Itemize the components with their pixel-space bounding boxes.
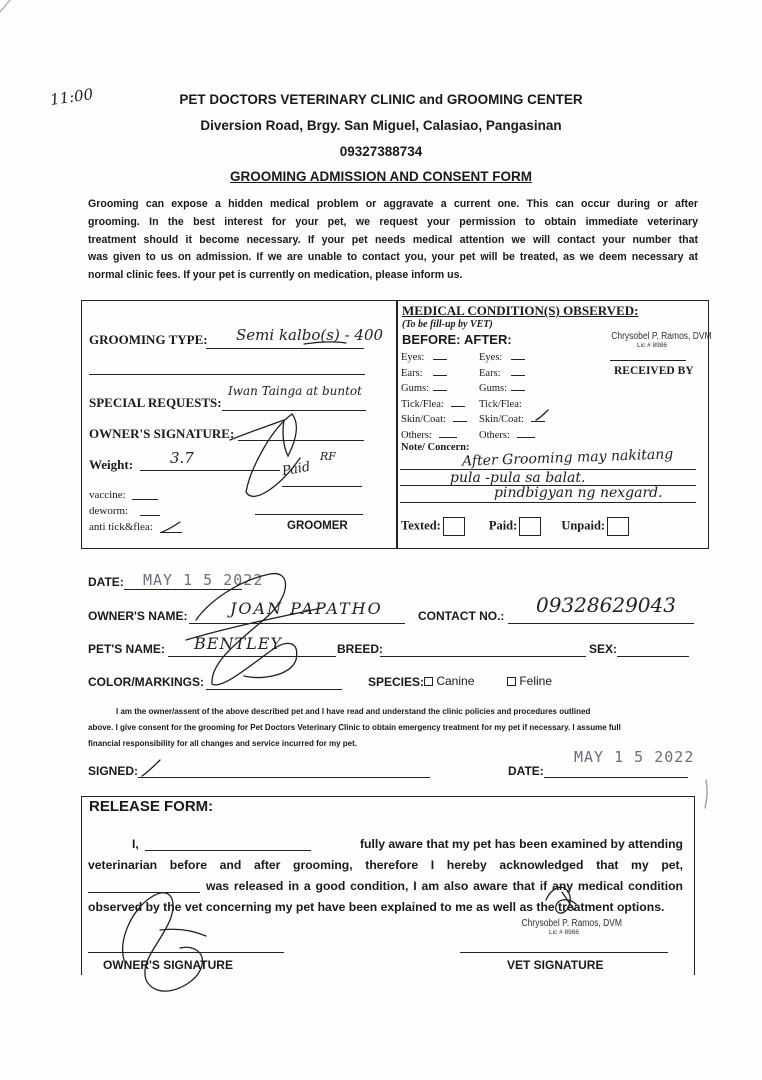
before-item: Ears: <box>401 367 423 379</box>
owner-name-value[interactable]: JOAN PAPATHO <box>230 599 383 618</box>
breed-label: BREED: <box>337 642 384 656</box>
consent-paragraph <box>88 704 694 752</box>
paid-initials: RF <box>320 450 336 463</box>
release-vet-stamp-name: Chrysobel P. Ramos, DVM <box>521 918 622 929</box>
vet-stamp-lic: Lic # 8986 <box>637 342 667 349</box>
release-line1-end: fully aware that my pet has been examined by attending <box>359 837 683 851</box>
received-by-label: RECEIVED BY <box>614 365 694 377</box>
clinic-address: Diversion Road, Brgy. San Miguel, Calasiao, Pangasinan <box>200 118 562 133</box>
medical-title: MEDICAL CONDITION(S) OBSERVED: <box>402 303 639 318</box>
before-item: Eyes: <box>401 352 425 363</box>
special-requests-label: SPECIAL REQUESTS: <box>89 395 222 410</box>
grooming-type-value[interactable]: Semi kalbo(s) - 400 <box>236 326 384 344</box>
owner-name-label: OWNER'S NAME: <box>88 609 188 623</box>
weight-value[interactable]: 3.7 <box>170 449 194 467</box>
date-label: DATE: <box>88 575 124 589</box>
exam-row <box>401 412 545 428</box>
note-line[interactable]: pula -pula sa balat. <box>450 470 586 486</box>
date-stamp: MAY 1 5 2022 <box>143 571 264 589</box>
contact-value[interactable]: 09328629043 <box>536 593 676 617</box>
release-vet-stamp-lic: Lic # 8986 <box>549 929 579 936</box>
feline-option[interactable] <box>507 674 552 688</box>
signed-label: SIGNED: <box>88 764 139 778</box>
color-label: COLOR/MARKINGS: <box>88 675 204 689</box>
clinic-phone: 09327388734 <box>339 144 423 159</box>
release-text <box>88 834 683 918</box>
before-item: Others: <box>401 429 432 441</box>
release-line <box>88 834 683 855</box>
intro-line: grooming. In the best interest for your pet, we request your permission to obtain immediate veterinary <box>88 215 698 228</box>
intro-line: treatment should it become necessary. If your pet needs medical attention we will contact your number that <box>88 233 698 246</box>
vet-stamp-top <box>604 331 712 349</box>
exam-row <box>401 397 545 413</box>
intro-paragraph <box>88 196 698 285</box>
fold-mark <box>705 780 707 808</box>
contact-label: CONTACT NO.: <box>418 609 505 623</box>
vaccine-label: vaccine: <box>89 489 126 501</box>
release-vet-signature-label: VET SIGNATURE <box>507 958 604 972</box>
groomer-label: GROOMER <box>287 520 348 532</box>
texted-checkbox[interactable] <box>443 517 465 536</box>
after-item: Ears: <box>479 367 501 379</box>
before-item: Skin/Coat: <box>401 414 446 426</box>
unpaid-label: Unpaid: <box>561 518 606 533</box>
release-title: RELEASE FORM: <box>89 798 214 815</box>
deworm-label: deworm: <box>89 505 129 517</box>
sex-label: SEX: <box>589 642 618 656</box>
canine-checkbox[interactable] <box>424 677 433 686</box>
before-label: BEFORE: <box>402 332 461 347</box>
exam-row <box>401 366 545 382</box>
release-line3: was released in a good condition, I am also aware that if any medical condition <box>206 879 683 893</box>
signed-scribble <box>142 760 160 776</box>
paid-label: Paid: <box>488 518 518 533</box>
weight-label: Weight: <box>89 457 134 472</box>
feline-label: Feline <box>519 674 553 688</box>
signed-date-stamp: MAY 1 5 2022 <box>574 748 695 766</box>
note-line[interactable]: pindbigyan ng nexgard. <box>494 485 663 501</box>
status-row <box>401 517 629 536</box>
medical-subtitle: (To be fill-up by VET) <box>402 319 493 330</box>
time-note: 11:00 <box>48 85 95 109</box>
after-item: Skin/Coat: <box>479 414 524 426</box>
special-requests-value[interactable]: Iwan Tainga at buntot <box>228 384 362 398</box>
release-line: veterinarian before and after grooming, therefore I hereby acknowledged that my pet, <box>88 858 683 872</box>
exam-row <box>401 350 545 366</box>
paid-note: Paid <box>280 459 312 480</box>
note-label: Note/ Concern: <box>401 442 470 453</box>
form-title: GROOMING ADMISSION AND CONSENT FORM <box>230 169 532 184</box>
clinic-name: PET DOCTORS VETERINARY CLINIC and GROOMING CENTER <box>179 92 583 107</box>
species-label: SPECIES: <box>368 675 425 689</box>
texted-label: Texted: <box>401 518 441 533</box>
canine-option[interactable] <box>424 674 474 688</box>
intro-line: was given to us on admission. If we are unable to contact you, your pet will be treated, as we deem necessary at <box>88 251 698 264</box>
exam-rows <box>401 350 545 444</box>
before-item: Gums: <box>401 383 430 395</box>
owner-signature-label: OWNER'S SIGNATURE: <box>89 426 235 441</box>
release-owner-signature-label: OWNER'S SIGNATURE <box>103 958 233 972</box>
note-line[interactable]: After Grooming may nakitang <box>461 446 674 470</box>
fold-mark <box>0 0 10 12</box>
grooming-type-label: GROOMING TYPE: <box>89 332 208 347</box>
release-line1-start: I, <box>132 837 139 851</box>
canine-label: Canine <box>436 674 475 688</box>
consent-line: I am the owner/assent of the above described pet and I have read and understand the clinic policies and procedures outlined <box>116 707 591 716</box>
pet-name-label: PET'S NAME: <box>88 642 165 656</box>
after-item: Gums: <box>479 383 508 395</box>
paid-checkbox[interactable] <box>519 517 541 536</box>
release-line: observed by the vet concerning my pet have been explained to me as well as the treatment options. <box>88 900 665 914</box>
exam-row <box>401 381 545 397</box>
consent-line: above. I give consent for the grooming for Pet Doctors Veterinary Clinic to obtain emergency treatment for my pet if necessary. I assume full <box>88 723 621 732</box>
release-vet-stamp <box>514 918 622 936</box>
after-label: AFTER: <box>464 332 512 347</box>
after-item: Tick/Flea: <box>479 398 522 410</box>
owner-section-signature <box>196 574 297 685</box>
intro-line: Grooming can expose a hidden medical problem or aggravate a current one. This can occur during or after <box>88 198 698 210</box>
vet-stamp-name: Chrysobel P. Ramos, DVM <box>611 331 712 342</box>
before-item: Tick/Flea: <box>401 398 444 410</box>
after-item: Others: <box>479 429 510 441</box>
consent-line: financial responsibility for all changes and service incurred for my pet. <box>88 739 357 748</box>
pet-name-value[interactable]: BENTLEY <box>194 634 282 653</box>
signed-date-label: DATE: <box>508 764 544 778</box>
unpaid-checkbox[interactable] <box>607 517 629 536</box>
after-item: Eyes: <box>479 352 503 363</box>
antitick-label: anti tick&flea: <box>89 521 153 533</box>
intro-line: normal clinic fees. If your pet is currently on medication, please inform us. <box>88 269 463 282</box>
release-line <box>88 876 683 897</box>
feline-checkbox[interactable] <box>507 677 516 686</box>
